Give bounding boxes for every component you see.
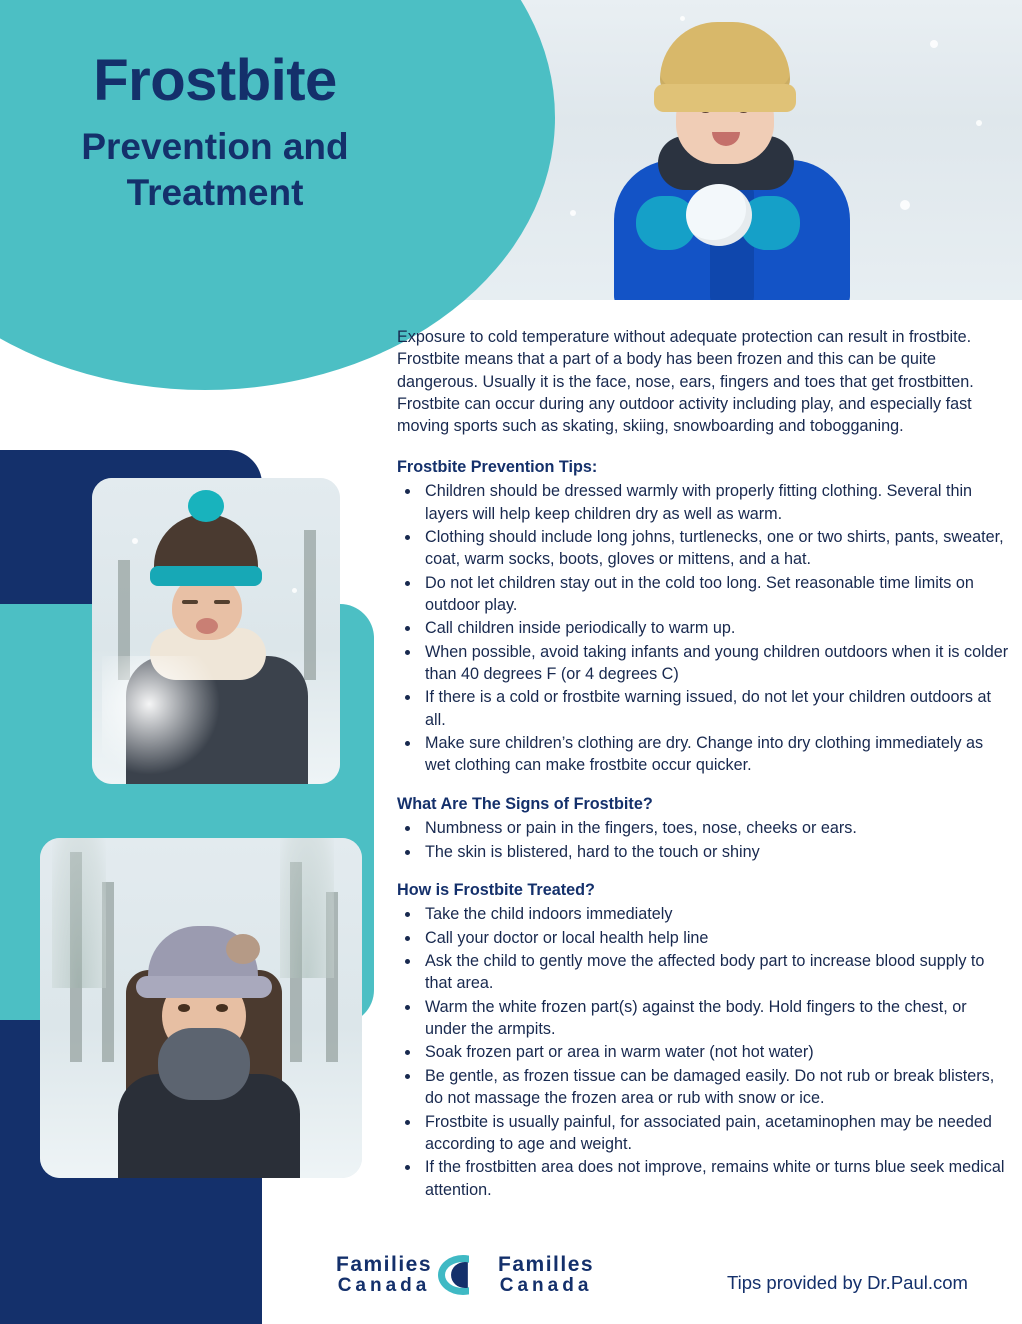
logo-text-english: [336, 1254, 432, 1296]
section-heading: How is Frostbite Treated?: [397, 880, 595, 899]
section-heading: What Are The Signs of Frostbite?: [397, 794, 653, 813]
snowball: [686, 184, 752, 246]
snowflake-icon: [292, 588, 297, 593]
list-item: • If there is a cold or frostbite warning issued, do not let your children outdoors at all.: [421, 686, 1009, 731]
tips-credit: Tips provided by Dr.Paul.com: [727, 1272, 968, 1293]
list-item: • Frostbite is usually painful, for associated pain, acetaminophen may be needed according to age and weight.: [421, 1111, 1009, 1156]
signs-list: [421, 817, 1009, 863]
logo-line-1: Families: [336, 1253, 433, 1276]
list-item: • Call your doctor or local health help line: [421, 927, 1009, 949]
hat-band: [150, 566, 262, 586]
child-knit-hat: [660, 22, 790, 96]
logo-swoosh-icon: [438, 1253, 492, 1297]
section-prevention: [397, 456, 1009, 777]
intro-paragraph: Exposure to cold temperature without adequate protection can result in frostbite. Frostbite means that a part of a body has been frozen and this can be quite dangerous. Usually it is the face, nose, ears, fingers and toes that get frostbitten. Frostbite can occur during any outdoor activity including play, and especially fast moving sports such as skating, skiing, snowboarding and tobogganing.: [397, 328, 974, 436]
snowflake-icon: [132, 538, 138, 544]
list-item: • Numbness or pain in the fingers, toes, nose, cheeks or ears.: [421, 817, 1009, 839]
page-title: Frostbite: [93, 48, 337, 113]
tree-icon: [52, 838, 106, 988]
title-block: [0, 48, 430, 217]
prevention-tips-list: [421, 480, 1009, 777]
list-item: • Clothing should include long johns, turtlenecks, one or two shirts, pants, sweater, coat, warm socks, boots, gloves or mittens, and a hat.: [421, 526, 1009, 571]
families-canada-logo: [336, 1253, 594, 1297]
list-item: • Take the child indoors immediately: [421, 903, 1009, 925]
list-item: • Ask the child to gently move the affected body part to increase blood supply to that area.: [421, 950, 1009, 995]
logo-line-2: Canada: [499, 1275, 593, 1297]
snowflake-icon: [976, 120, 982, 126]
header-child-figure: [600, 10, 880, 300]
photo-girl-in-winter-hat: [40, 838, 362, 1178]
list-item: • Do not let children stay out in the cold too long. Set reasonable time limits on outdoor play.: [421, 572, 1009, 617]
logo-text-french: [498, 1254, 594, 1296]
snowflake-icon: [930, 40, 938, 48]
intro-block: [397, 326, 1009, 438]
child-mittens: [158, 1028, 250, 1100]
list-item: • Children should be dressed warmly with properly fitting clothing. Several thin layers will help keep children dry as well as warm.: [421, 480, 1009, 525]
hat-brim: [136, 976, 272, 998]
swoosh-inner: [451, 1262, 479, 1288]
logo-line-2: Canada: [337, 1275, 431, 1297]
child-eye-left: [182, 600, 198, 604]
tree-icon: [280, 838, 334, 978]
hat-pompom: [188, 490, 224, 522]
photo-child-blowing-snow: [92, 478, 340, 784]
list-item: • Soak frozen part or area in warm water (not hot water): [421, 1041, 1009, 1063]
child-eye-left: [178, 1004, 190, 1012]
list-item: • If the frostbitten area does not improve, remains white or turns blue seek medical attention.: [421, 1156, 1009, 1201]
blown-snow: [102, 656, 220, 776]
list-item: • The skin is blistered, hard to the touch or shiny: [421, 841, 1009, 863]
list-item: • Make sure children’s clothing are dry. Change into dry clothing immediately as wet clothing can make frostbite occur quicker.: [421, 732, 1009, 777]
list-item: • Call children inside periodically to warm up.: [421, 617, 1009, 639]
treatment-list: [421, 903, 1009, 1201]
section-treatment: [397, 879, 1009, 1201]
list-item: • When possible, avoid taking infants and young children outdoors when it is colder than 40 degrees F (or 4 degrees C): [421, 641, 1009, 686]
list-item: • Warm the white frozen part(s) against the body. Hold fingers to the chest, or under the armpits.: [421, 996, 1009, 1041]
hat-flower: [226, 934, 260, 964]
section-heading: Frostbite Prevention Tips:: [397, 457, 598, 476]
child-eye-right: [214, 600, 230, 604]
snowflake-icon: [570, 210, 576, 216]
child-eye-right: [216, 1004, 228, 1012]
logo-line-1: Familles: [498, 1253, 595, 1276]
page-subtitle: Prevention and Treatment: [81, 126, 349, 214]
section-signs: [397, 793, 1009, 863]
list-item: • Be gentle, as frozen tissue can be damaged easily. Do not rub or break blisters, do not massage the frozen area or rub with snow or ice.: [421, 1065, 1009, 1110]
tree-icon: [304, 530, 316, 680]
child-mouth: [196, 618, 218, 634]
content-column: [397, 326, 1009, 1202]
snowflake-icon: [900, 200, 910, 210]
